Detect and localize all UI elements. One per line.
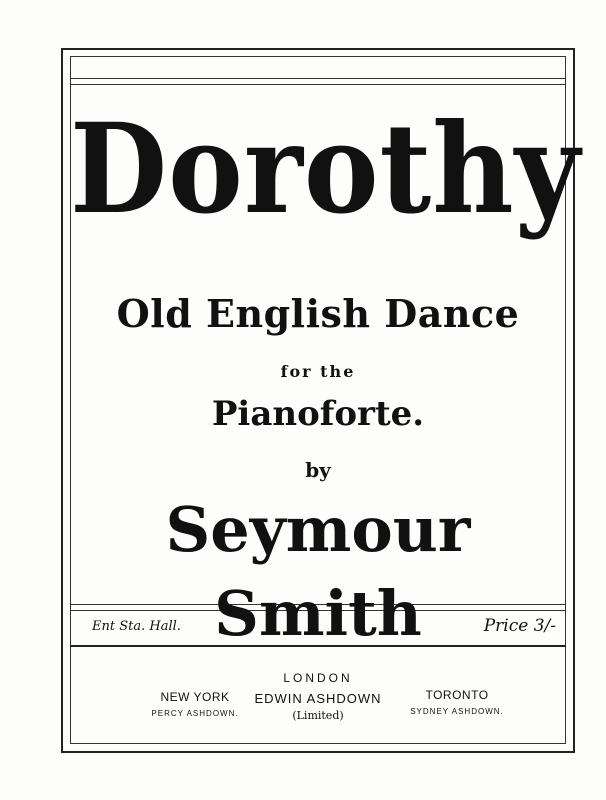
publisher-london bbox=[250, 671, 386, 722]
for-the-label: for the bbox=[280, 362, 356, 381]
top-rule-2 bbox=[70, 84, 566, 85]
entered-stationers-hall: Ent Sta. Hall. bbox=[92, 619, 181, 634]
newyork-agent: PERCY ASHDOWN. bbox=[151, 709, 239, 718]
london-city: LONDON bbox=[283, 671, 353, 685]
instrument-label: Pianoforte. bbox=[211, 394, 425, 434]
newyork-city: NEW YORK bbox=[160, 690, 230, 704]
publisher-firm: EDWIN ASHDOWN bbox=[254, 691, 382, 706]
page-title: Dorothy bbox=[70, 97, 581, 242]
publisher-limited: (Limited) bbox=[292, 709, 344, 722]
toronto-city: TORONTO bbox=[425, 688, 489, 702]
price-label: Price 3/- bbox=[483, 616, 556, 636]
top-rule bbox=[70, 78, 566, 79]
toronto-agent: SYDNEY ASHDOWN. bbox=[410, 707, 504, 716]
publisher-newyork bbox=[140, 690, 250, 718]
subtitle: Old English Dance bbox=[116, 291, 520, 336]
publisher-toronto bbox=[402, 688, 512, 716]
by-label: by bbox=[305, 458, 331, 482]
composer-name: Seymour Smith bbox=[165, 493, 471, 650]
